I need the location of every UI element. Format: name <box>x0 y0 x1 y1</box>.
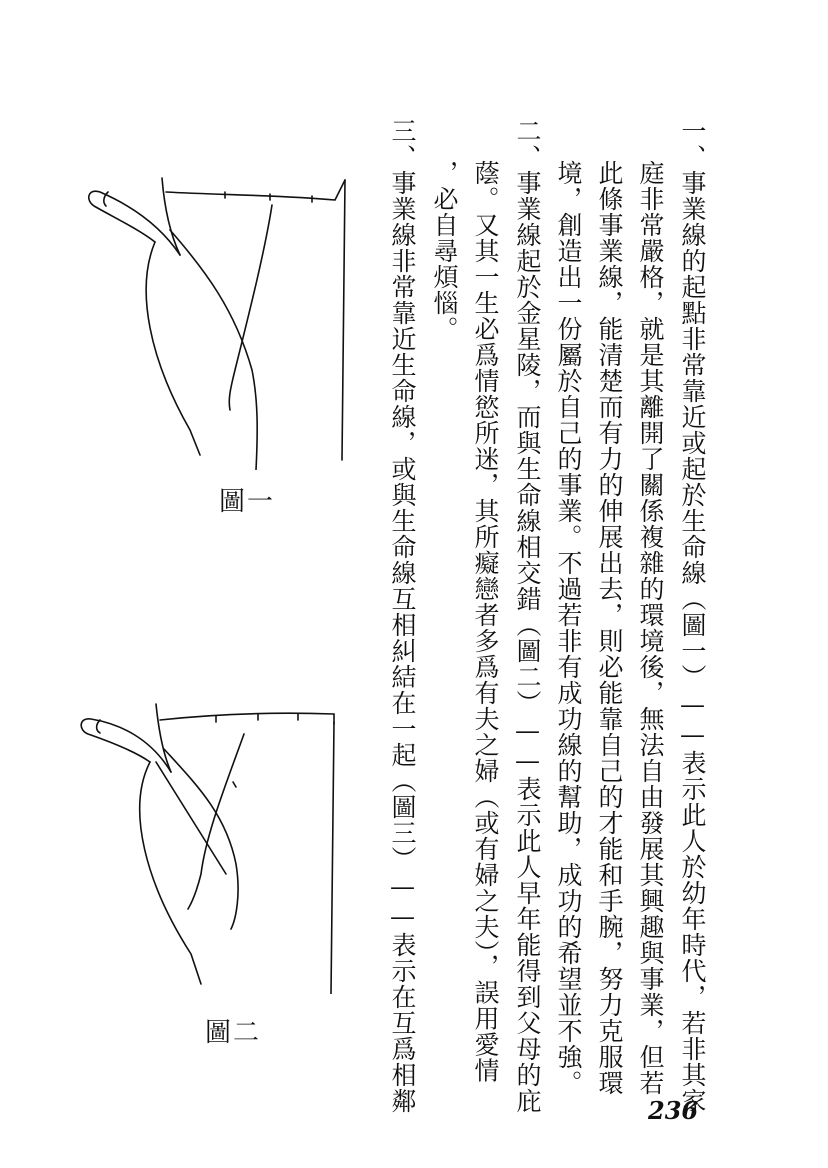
figure-2-palm-drawing <box>76 694 356 994</box>
text-column-4: 境，創造出一份屬於自己的事業。不過若非有成功線的幫助，成功的希望並不強。 <box>554 160 583 1096</box>
text-column-5: 二、事業線起於金星陵，而與生命線相交錯（圖二）——表示此人早年能得到父母的庇 <box>513 118 542 1114</box>
text-column-8: 三、事業線非常靠近生命線，或與生命線互相糾結在一起（圖三）——表示在互爲相鄰 <box>388 118 417 1114</box>
page-number: 236 <box>648 1096 699 1125</box>
figure-2-caption: 圖二 <box>205 1018 262 1048</box>
text-column-3: 此條事業線，能清楚而有力的伸展出去，則必能靠自己的才能和手腕，努力克服環 <box>595 160 624 1096</box>
figure-1-palm-drawing <box>80 170 360 470</box>
text-column-2: 庭非常嚴格，就是其離開了關係複雜的環境後，無法自由發展其興趣與事業，但若 <box>636 160 665 1096</box>
text-column-1: 一、事業線的起點非常靠近或起於生命線（圖一）——表示此人於幼年時代，若非其家 <box>678 118 707 1114</box>
text-column-6: 蔭。又其一生必爲情慾所迷，其所癡戀者多爲有夫之婦（或有婦之夫），誤用愛情 <box>471 160 500 1084</box>
text-column-7: ，必自尋煩惱。 <box>430 160 459 342</box>
figure-1-caption: 圖一 <box>219 487 276 517</box>
